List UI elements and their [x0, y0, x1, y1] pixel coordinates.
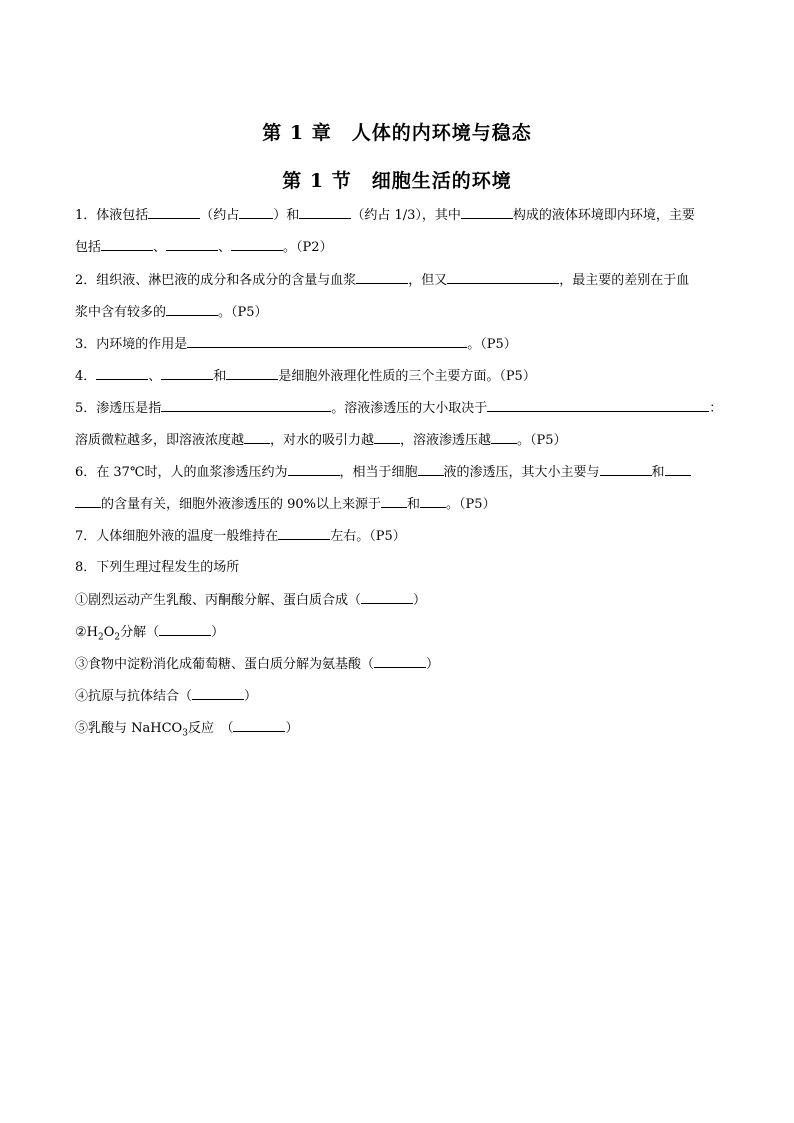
q2-text: ，但又 — [408, 273, 448, 288]
q1-text: 、 — [153, 240, 167, 255]
blank[interactable] — [192, 686, 244, 700]
q1-text: ）和 — [273, 208, 300, 223]
blank[interactable] — [166, 237, 218, 251]
question-8-item-2 — [75, 622, 725, 648]
question-3 — [75, 334, 725, 355]
q6-text: 。（P5） — [446, 497, 496, 512]
q1-text: 1．体液包括 — [75, 208, 149, 223]
blank[interactable] — [231, 237, 283, 251]
blank[interactable] — [187, 334, 467, 348]
q1-text: （约占 1/3），其中 — [351, 208, 461, 223]
blank[interactable] — [461, 205, 513, 219]
blank[interactable] — [356, 270, 408, 284]
q3-text: 。（P5） — [467, 337, 517, 352]
q8-text: ） — [211, 625, 225, 640]
q2-text: 。（P5） — [218, 305, 268, 320]
question-8-item-3 — [75, 654, 725, 675]
blank[interactable] — [420, 494, 446, 508]
question-5-line-1 — [75, 398, 725, 419]
q8-text: ①剧烈运动产生乳酸、丙酮酸分解、蛋白质合成（ — [75, 593, 362, 608]
q3-text: 3．内环境的作用是 — [75, 337, 188, 352]
blank[interactable] — [161, 398, 331, 412]
q1-text: 。（P2） — [283, 240, 333, 255]
question-2-line-1 — [75, 270, 725, 291]
q5-text: 。溶液渗透压的大小取决于 — [331, 401, 488, 416]
q5-text: 5．渗透压是指 — [75, 401, 162, 416]
chapter-title: 第 1 章 人体的内环境与稳态 — [262, 122, 532, 144]
q8-text: ⑤乳酸与 NaHCO — [75, 721, 183, 736]
section-title: 第 1 节 细胞生活的环境 — [282, 170, 512, 192]
q2-text: ，最主要的差别在于血 — [559, 273, 690, 288]
blank[interactable] — [600, 462, 652, 476]
q8-text: ④抗原与抗体结合（ — [75, 689, 193, 704]
q1-text: 构成的液体环境即内环境，主要 — [512, 208, 695, 223]
q7-text: 左右。（P5） — [330, 529, 406, 544]
q2-text: 浆中含有较多的 — [75, 305, 167, 320]
subscript: 2 — [98, 632, 104, 643]
blank[interactable] — [101, 237, 153, 251]
q8-text: 反应 （ — [187, 721, 234, 736]
blank[interactable] — [288, 462, 340, 476]
q8-text: ） — [426, 657, 440, 672]
q1-text: 、 — [218, 240, 232, 255]
blank[interactable] — [487, 398, 709, 412]
blank[interactable] — [665, 462, 691, 476]
blank[interactable] — [161, 366, 213, 380]
q4-text: 是细胞外液理化性质的三个主要方面。（P5） — [278, 369, 536, 384]
q5-text: 溶质微粒越多，即溶液浓度越 — [75, 433, 245, 448]
q8-text: ） — [413, 593, 427, 608]
blank[interactable] — [233, 718, 285, 732]
question-8-item-4 — [75, 686, 725, 707]
blank[interactable] — [226, 366, 278, 380]
question-1-line-1 — [75, 205, 725, 226]
question-4 — [75, 366, 725, 387]
blank[interactable] — [75, 494, 101, 508]
q6-text: 6．在 37℃时，人的血浆渗透压约为 — [75, 465, 288, 480]
blank[interactable] — [299, 205, 351, 219]
q5-text: ，溶液渗透压越 — [400, 433, 492, 448]
q6-text: 的含量有关，细胞外液渗透压的 90%以上来源于 — [101, 497, 382, 512]
question-8-item-5 — [75, 718, 725, 744]
question-8-item-1 — [75, 590, 725, 611]
blank[interactable] — [278, 526, 330, 540]
q8-text: ②H — [75, 625, 98, 640]
question-8-title: 8．下列生理过程发生的场所 — [75, 560, 240, 575]
question-7 — [75, 526, 725, 547]
blank[interactable] — [381, 494, 407, 508]
blank[interactable] — [418, 462, 444, 476]
blank[interactable] — [239, 205, 273, 219]
blank[interactable] — [96, 366, 148, 380]
q4-text: 和 — [213, 369, 227, 384]
q6-text: 和 — [407, 497, 421, 512]
q8-text: O — [103, 625, 115, 640]
blank[interactable] — [374, 430, 400, 444]
blank[interactable] — [159, 622, 211, 636]
blank[interactable] — [447, 270, 559, 284]
question-2-line-2 — [75, 302, 725, 323]
subscript: 2 — [114, 632, 121, 643]
blank[interactable] — [491, 430, 517, 444]
q2-text: 2．组织液、淋巴液的成分和各成分的含量与血浆 — [75, 273, 357, 288]
question-6-line-1 — [75, 462, 725, 483]
q1-text: 包括 — [75, 240, 102, 255]
blank[interactable] — [244, 430, 270, 444]
question-1-line-2 — [75, 237, 725, 258]
q7-text: 7．人体细胞外液的温度一般维持在 — [75, 529, 279, 544]
q8-text: ） — [285, 721, 299, 736]
q6-text: 和 — [651, 465, 665, 480]
blank[interactable] — [361, 590, 413, 604]
q6-text: 液的渗透压，其大小主要与 — [443, 465, 600, 480]
q5-text: 。（P5） — [517, 433, 567, 448]
question-6-line-2 — [75, 494, 725, 515]
q1-text: （约占 — [200, 208, 240, 223]
q5-text: ： — [709, 401, 723, 416]
q6-text: ，相当于细胞 — [339, 465, 418, 480]
q5-text: ，对水的吸引力越 — [270, 433, 375, 448]
q8-text: ） — [244, 689, 258, 704]
blank[interactable] — [374, 654, 426, 668]
q4-text: 、 — [148, 369, 162, 384]
question-5-line-2 — [75, 430, 725, 451]
q8-text: ③食物中淀粉消化成葡萄糖、蛋白质分解为氨基酸（ — [75, 657, 375, 672]
q8-text: 分解（ — [120, 625, 160, 640]
blank[interactable] — [166, 302, 218, 316]
subscript: 3 — [182, 728, 188, 739]
q4-text: 4． — [75, 369, 97, 384]
blank[interactable] — [148, 205, 200, 219]
